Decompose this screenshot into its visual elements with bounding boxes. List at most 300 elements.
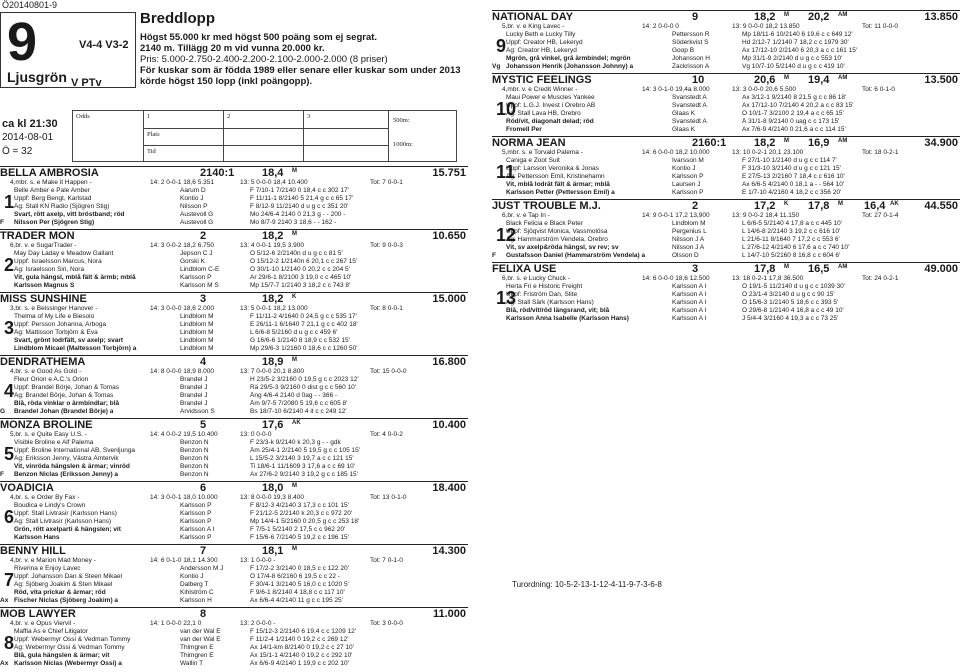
horse-record-sup: M [784,264,789,270]
info-cell: Glaas K [672,126,696,133]
info-cell: Vit, sv axelp&röda hängsl, sv rev; sv [506,244,619,251]
info-cell: Tot: 7 0-1-0 [370,557,403,564]
info-cell: Karlsson A I [672,291,707,298]
horse-points: 15.751 [432,167,466,179]
info-cell: Pergenius L [672,228,707,235]
start-number: 5 [4,444,15,464]
horse-record-sup: M [292,483,297,489]
info-cell: 13: 9 0-0-0 18,2 13.850 [732,23,800,30]
info-cell: Uppf: Creator HB, Lekeryd [506,39,583,46]
horse-name-row [0,166,468,178]
info-cell: Äg: Webermyr Ossi & Vedman Tommy [14,644,125,651]
horse-info-row [502,275,960,283]
horse-info-row [502,126,960,134]
horse-info-row [10,589,468,597]
horse-info-row [502,165,960,173]
info-cell: Fleur Orion e A.C.'s Orion [14,376,89,383]
info-cell: Äg: Pettersson Emil, Kristinehamn [506,173,605,180]
horse-distance: 2140:1 [200,167,235,179]
info-cell: F 31/3-10 3/2140 d u g c c 121 15' [742,165,841,172]
info-cell: Lindblom M [180,321,214,328]
info-cell: Ö 15/12-2 1/2140n 6 20,1 c c 267 15' [250,258,358,265]
info-cell: van der Wal E [180,636,221,643]
info-cell: Äg: Brandel Börje, Johan & Tomas [14,392,114,399]
info-cell: Austevoll G [180,211,214,218]
info-cell: Tot: 15 0-0-0 [370,368,407,375]
horse-distance: 4 [200,356,207,368]
turn-order: Turordning: 10-5-2-13-1-12-4-11-9-7-3-6-8 [512,580,662,589]
info-cell: Lindblom M [180,313,214,320]
info-cell: Brandel J [180,392,208,399]
info-cell: Nilsson J A [672,244,705,251]
info-cell: Pettersson R [672,31,710,38]
info-cell: Uppf: Berg Bengt, Karlstad [14,195,92,202]
horse-info-row [10,494,468,502]
start-number: 7 [4,570,15,590]
info-cell: Svanstedt A [672,94,707,101]
horse-record: 18,1 [262,545,284,557]
info-cell: Ax 6/6-5 4/2140 0 18,1 a - - 564 10' [742,181,845,188]
info-cell: Tot: 24 0-2-1 [862,275,899,282]
info-cell: 14: 1 0-0-0 22,1 0 [150,620,202,627]
horse-info-row [10,219,468,227]
info-cell: Ax 17/12-10 2/2140 6 20,3 a c c 161 15' [742,47,858,54]
horse-info-row [10,573,468,581]
info-cell: Thimgren E [180,644,214,651]
start-number: 10 [496,99,517,119]
horse-name: NATIONAL DAY [492,11,574,23]
info-cell: Karlsson Magnus S [14,282,75,289]
info-cell: 13: 0 0-0-0 [240,431,272,438]
info-cell: Uppf: Friström Dan, Slite [506,291,578,298]
horse-record-sup: AK [292,420,301,426]
horse-points: 18.400 [432,482,466,494]
info-cell: Ax 3/12-1 9/2140 8 21,5 g c c 86 18' [742,94,847,101]
race-number-box [0,12,136,88]
horse-info-row [10,337,468,345]
horse-info-row [10,644,468,652]
horse-record-sup: K [784,201,789,207]
horse-info-row [10,455,468,463]
horse-info-row [10,329,468,337]
info-cell: Mp 29/6-3 1/2160 0 18,6 c c 1260 50' [250,345,358,352]
horse-distance: 8 [200,608,207,620]
info-cell: Karlsson P [180,510,212,517]
horse-distance: 9 [692,11,699,23]
info-cell: Wallin T [180,660,204,667]
info-cell: L 21/6-11 8/1640 7 17,2 c c 553 6' [742,236,840,243]
horse-name-row [492,262,960,274]
horse-points: 14.300 [432,545,466,557]
info-cell: Svanstedt A [672,118,707,125]
info-cell: Aarum D [180,187,206,194]
info-cell: Vit, vinröda hängslen & ärmar; vinröd [14,463,130,470]
horse-entry [492,73,960,136]
info-cell: Bs 18/7-10 6/2140 4 it c c 249 12' [250,408,347,415]
info-cell: Gustafsson Daniel (Hammarström Vendela) a [506,252,646,259]
info-cell: Benzon Niclas (Eriksson Jenny) a [14,471,119,478]
horse-info-row [502,291,960,299]
horse-points: 16.800 [432,356,466,368]
horse-info-row [10,211,468,219]
info-cell: Karlsson P [672,173,704,180]
horse-info-row [502,173,960,181]
horse-info-row [10,510,468,518]
info-cell: 13: 3 0-0-0 20,6 5.500 [732,86,796,93]
info-cell: Lindblom M [180,337,214,344]
info-cell: Karlsson P [180,518,212,525]
horse-info-row [10,345,468,353]
horse-info-row [10,463,468,471]
info-cell: Röd, vita prickar & ärmar; röd [14,589,106,596]
info-cell: Vg 10/7-10 5/2140 d u g c c 419 10' [742,63,845,70]
horse-info-row [10,408,468,416]
horse-info-row [502,94,960,102]
horse-name: MISS SUNSHINE [0,293,87,305]
horse-info-row [10,250,468,258]
horse-record: 17,2 [754,200,776,212]
horse-record-2-sup: M [838,201,843,207]
horse-info-row [502,315,960,323]
info-cell: F 27/1-10 1/2140 d u g c c 114 7' [742,157,837,164]
info-cell: 13: 2 0-0-0 - [240,620,276,627]
horse-info-row [502,220,960,228]
info-cell: 4,br. v. e Marion Mad Money - [10,557,96,564]
info-cell: Vit, mblå lodrät fält & ärmar; mblå [506,181,610,188]
start-number: 2 [4,255,15,275]
m500-label: 500m: [393,117,410,124]
info-cell: Ö 15/6-3 1/2140 5 18,6 c c 393 5' [742,299,839,306]
horse-record-2-sup: AM [838,138,848,144]
info-cell: Ivarsson M [672,157,704,164]
horse-record-2: 19,4 [808,74,830,86]
horse-name: TRADER MON [0,230,75,242]
horse-info-row [10,447,468,455]
info-cell: Tot: 9 0-0-3 [370,242,403,249]
start-number: 3 [4,318,15,338]
horse-name-row [492,199,960,211]
horse-entry [0,544,468,607]
info-cell: 13: 9 0-0-2 18,4 11.150 [732,212,800,219]
horse-info-row [10,502,468,510]
horse-info-row [10,534,468,542]
horse-record-2-sup: AM [838,12,848,18]
info-cell: 5,br. v. e King Lavec - [502,23,565,30]
info-cell: Tot: 7 0-0-1 [370,179,403,186]
horse-points: 44.550 [924,200,958,212]
info-cell: Gorski K [180,258,205,265]
info-cell: Thimgren E [180,652,214,659]
info-cell: van der Wal E [180,628,221,635]
info-cell: Benzon N [180,455,209,462]
race-condition-2: 2140 m. Tillägg 20 m vid vunna 20.000 kr. [140,43,325,54]
start-number: 12 [496,225,517,245]
info-cell: Ax 7/6-9 4/2140 0 21,6 a c c 114 15' [742,126,846,133]
info-cell: Tot: 11 0-0-0 [862,23,899,30]
info-cell: Äg: Hammarström Vendela, Örebro [506,236,608,243]
info-cell: Äg: Stall KN Radio (Sjögren Stig) [14,203,110,210]
horse-name: BELLA AMBROSIA [0,167,99,179]
horse-info-row [10,368,468,376]
horse-name: BENNY HILL [0,545,66,557]
horse-info-row [502,236,960,244]
info-cell: Äg: Stall Livtrasir (Karlsson Hans) [14,518,112,525]
info-cell: Svart, rött axelp, vitt bröstband; röd [14,211,125,218]
info-cell: Caniga e Zoot Suit [506,157,560,164]
info-cell: Kontio J [180,195,204,202]
info-cell: Uppf: Brandel Börje, Johan & Tomas [14,384,120,391]
horse-entry [0,607,468,670]
info-cell: F 23/3-k 9/2140 k 20,3 g - - gdk [250,439,341,446]
info-cell: 14: 3 0-0-2 18,2 6.750 [150,242,214,249]
horse-distance: 2 [692,200,699,212]
horse-info-row [502,228,960,236]
info-cell: L 14/6-8 2/2140 3 19,2 c c 616 10' [742,228,841,235]
info-cell: Karlsson A I [672,283,707,290]
horse-info-row [10,439,468,447]
horse-record-3-sup: AK [890,201,899,207]
horse-info-row [10,431,468,439]
info-cell: 13: 1 0-0-0 - [240,557,276,564]
info-cell: L 15/5-2 3/2140 3 19,7 a c c 121 15' [250,455,354,462]
info-cell: Brandel Johan (Brandel Börje) a [14,408,114,415]
horse-record: 18,4 [262,167,284,179]
info-cell: Ö 30/1-10 1/2140 0 20,2 c c 204 5' [250,266,350,273]
horse-points: 13.850 [924,11,958,23]
horse-name: VOADICIA [0,482,54,494]
info-cell: F 15/12-3 2/2140 6 19,4 c c 1209 12' [250,628,357,635]
info-cell: Uppf: Broline International AB, Svenljunga [14,447,136,454]
horse-distance: 7 [200,545,207,557]
info-cell: Mo 24/6-4 2140 0 21,3 g - - 200 - [250,211,346,218]
horse-entry [0,166,468,229]
horse-name: MOB LAWYER [0,608,76,620]
horse-points: 34.900 [924,137,958,149]
info-cell: 14: 6 0-1-0 18,1 14.300 [150,557,218,564]
horse-points: 49.000 [924,263,958,275]
info-cell: Nilsson P [180,203,208,210]
info-cell: Uppf: Persson Johanna, Arboga [14,321,107,328]
info-cell: E 1/7-10 4/2160 4 18,2 c c 356 20' [742,189,842,196]
info-cell: Jepson C J [180,250,213,257]
info-cell: Kihlström C [180,589,214,596]
tid-label: Tid [147,148,156,155]
info-cell: Karlsson Petter (Pettersson Emil) a [506,189,615,196]
horse-entry [0,355,468,418]
info-cell: Fischer Niclas (Sjöberg Joakim) a [14,597,119,604]
track-color: Ljusgrön [7,69,67,85]
horse-record-sup: M [292,357,297,363]
info-cell: Karlsson H [180,597,212,604]
horse-entry [492,10,960,73]
info-cell: 4,br. s. e Order By Fax - [10,494,80,501]
info-cell: Äg: Creator HB, Lekeryd [506,47,577,54]
info-cell: Black Felicia e Black Peter [506,220,583,227]
info-cell: Karlsson P [180,274,212,281]
info-cell: Karlsson A I [180,526,215,533]
info-cell: Ö 5/12-6 2/2140n d u g c c 81 5' [250,250,343,257]
info-cell: F 17/2-2 3/2140 0 18,5 c c 122 20' [250,565,349,572]
horse-info-row [10,305,468,313]
info-cell: Brandel J [180,384,208,391]
info-cell: Maui Power e Muscles Yankee [506,94,595,101]
horse-name: MONZA BROLINE [0,419,93,431]
horse-entry [0,418,468,481]
info-cell: Herta Fri e Historic Freight [506,283,583,290]
horse-info-row [10,636,468,644]
race-date: 2014-08-01 [2,132,54,143]
horse-info-row [502,181,960,189]
info-cell: Ax 14/1-km 8/2140 0 19,2 c c 27 10' [250,644,354,651]
info-cell: Ax 15/1-1 4/2140 0 19,2 c c 292 10' [250,652,353,659]
horse-info-row [502,86,960,94]
info-cell: Tot: 18 0-2-1 [862,149,899,156]
horse-distance: 5 [200,419,207,431]
start-number: 13 [496,288,517,308]
info-cell: Ax 6/6-9 4/2140 1 19,9 c c 202 10' [250,660,349,667]
info-cell: Andersson M J [180,565,224,572]
horse-name-row [492,136,960,148]
info-cell: Johansson H [672,55,710,62]
horse-name-row [0,229,468,241]
info-cell: Mp 14/4-1 5/2160 0 20,5 g c c 253 18' [250,518,360,525]
info-cell: Rä 29/5-3 9/2160 0 dist g c c 560 10' [250,384,357,391]
horse-info-row [502,31,960,39]
info-cell: Uppf: Webermyr Ossi & Vedman Tommy [14,636,131,643]
horse-record-2: 20,2 [808,11,830,23]
info-cell: 4,br. s. e Good As Gold - [10,368,82,375]
horse-distance: 6 [200,482,207,494]
shoe-info: F [0,471,4,478]
info-cell: Maffia As e Chief Litigator [14,628,88,635]
horse-info-row [10,400,468,408]
start-number: 9 [496,36,507,56]
info-cell: Mo 8/7-9 2140 3 18,6 - - 162 - [250,219,337,226]
info-cell: Lindblom C-E [180,266,220,273]
info-cell: Äg: Stall Lava HB, Örebro [506,110,581,117]
info-cell: Blå, röd/vit/röd längsrand, vit; blå [506,307,610,314]
info-cell: H 23/5-2 3/2160 0 19,5 g c c 2023 12' [250,376,359,383]
info-cell: Johansson Henrik (Johansson Johnny) a [506,63,634,70]
info-cell: Benzon N [180,471,209,478]
info-cell: F 11/11-2 4/1640 0 24,5 g c c 535 17' [250,313,357,320]
info-cell: Uppf: Johansson Dan & Steen Mikael [14,573,123,580]
horse-info-row [10,581,468,589]
info-cell: Glaas K [672,110,696,117]
info-cell: Boudica e Lindy's Crown [14,502,86,509]
horse-info-row [502,110,960,118]
horse-info-row [502,63,960,71]
info-cell: Tot: 4 0-0-2 [370,431,403,438]
info-cell: Riverina e Enjoy Lavec [14,565,81,572]
horse-info-row [10,518,468,526]
horse-record: 17,6 [262,419,284,431]
info-cell: Ö 10/1-7 3/2100 2 19,4 a c c 65 15' [742,110,844,117]
horse-record-sup: M [292,546,297,552]
plats-label: Plats [147,131,160,138]
horse-entry [0,229,468,292]
horse-distance: 2160:1 [692,137,727,149]
info-cell: Ö 29/6-8 1/2140 4 16,8 a c c 49 10' [742,307,844,314]
horse-record: 18,9 [262,356,284,368]
horse-entry [492,136,960,199]
info-cell: L 6/6-8 5/2160 d u g c c 459 6' [250,329,338,336]
horse-record-2-sup: AM [838,75,848,81]
start-number: 11 [496,162,516,182]
info-cell: Kontio J [672,165,696,172]
horse-info-row [502,149,960,157]
horse-info-row [10,187,468,195]
horse-entry [0,481,468,544]
info-cell: Ax 6/6-4 4/2140 11 g c c 195 25' [250,597,343,604]
shoe-info: F [492,252,496,259]
info-cell: Mp 18/11-6 10/2140 6 19,6 c c 649 12' [742,31,853,38]
info-cell: F 7/5-1 5/2140 2 17,5 c c 962 20' [250,526,346,533]
info-cell: Grön, rött axelparti & hängslen; vit [14,526,121,533]
horse-info-row [502,23,960,31]
info-cell: 13: 5 0-0-1 18,2 13.000 [240,305,308,312]
info-cell: Karlsson P [180,502,212,509]
info-cell: Uppf: Larsson Veronika & Jonas [506,165,599,172]
game-types-2: V PTv [71,77,102,89]
info-cell: Fromell Per [506,126,542,133]
info-cell: Blå, röda vinklar o ärmbindlar; blå [14,400,120,407]
shoe-info: Ax [0,597,9,604]
info-cell: 14: 3 0-0-1 18,0 10.000 [150,494,218,501]
info-cell: Benzon N [180,439,209,446]
info-cell: 14: 3 0-1-0 19,4a 8.000 [642,86,710,93]
info-cell: F 11/11-1 8/2140 5 21,4 g c c 65 17' [250,195,354,202]
game-types: V4-4 V3-2 [79,39,129,51]
info-cell: Åm 25/4-1 2/2140 5 19,5 g c c 105 15' [250,447,361,454]
horse-info-row [502,157,960,165]
info-cell: Tot: 8 0-0-1 [370,305,403,312]
info-cell: Karlsson Anna Isabelle (Karlsson Hans) [506,315,629,322]
horse-info-row [10,242,468,250]
info-cell: 13: 8 0-0-0 19,3 8.400 [240,494,304,501]
info-cell: Lindblom Micael (Maltesson Torbjörn) a [14,345,137,352]
start-time: ca kl 21:30 [2,118,58,130]
horse-info-row [10,274,468,282]
horse-info-row [502,283,960,291]
info-cell: Tot: 3 0-0-0 [370,620,403,627]
horse-record: 18,2 [754,11,776,23]
horse-points: 15.000 [432,293,466,305]
horse-info-row [10,597,468,605]
horse-name-row [0,292,468,304]
horse-record-sup: M [784,75,789,81]
info-cell: Karlsson A I [672,307,707,314]
horse-record-sup: M [292,231,297,237]
horse-info-row [10,195,468,203]
info-cell: J 5/4-4 3/2160 4 19,3 a c c 73 25' [742,315,839,322]
horse-distance: 2 [200,230,207,242]
info-cell: Ax 17/12-10 7/2140 4 20,2 a c c 83 15' [742,102,854,109]
start-number: 8 [4,633,15,653]
odds-label: Odds [76,113,90,120]
horse-info-row [10,376,468,384]
horse-distance: 3 [692,263,699,275]
race-condition-3: Pris: 5.000-2.750-2.400-2.200-2.100-2.000-2.000 (8 priser) [140,54,388,65]
info-cell: Ång 4/6-4 2140 d 0ag - - 366 - [250,392,338,399]
info-cell: Ti 18/6-1 11/1609 3 17,6 a c c 69 10' [250,463,355,470]
horse-points: 11.000 [432,608,466,620]
info-cell: Karlsson M S [180,282,219,289]
horse-name: DENDRATHEMA [0,356,86,368]
info-cell: Lindblom M [180,345,214,352]
info-cell: Brandel J [180,376,208,383]
start-number: 1 [4,192,15,212]
